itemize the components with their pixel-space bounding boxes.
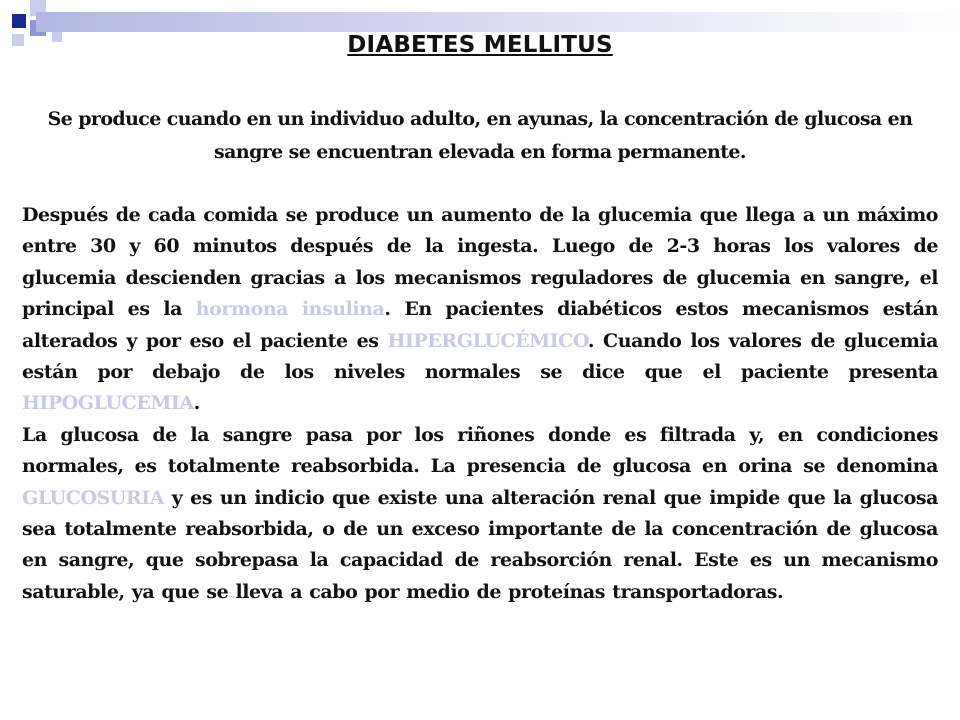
- paragraph-glycemia: [22, 200, 938, 420]
- paragraph-glucosuria: [22, 420, 938, 608]
- highlighted-term: HIPERGLUCÉMICO: [387, 329, 588, 352]
- slide-title: DIABETES MELLITUS: [347, 32, 613, 58]
- paragraph-text: .: [193, 392, 200, 415]
- highlighted-term: HIPOGLUCEMIA: [22, 392, 194, 415]
- paragraph-text: La glucosa de la sangre pasa por los riñones donde es filtrada y, en condiciones normales, es totalmente reabsorbida. La presencia de glucosa en orina se denomina: [22, 423, 938, 478]
- paragraph-text: Después de cada comida se produce un aumento de la glucemia que llega a un máximo entre 30 y 60 minutos después de la ingesta. Luego de 2-3 horas los valores de glucemia descienden gracias a los mecanismos reguladores de glucemia en sangre, el principal es la: [22, 204, 938, 321]
- header-gradient-bar: [36, 12, 960, 32]
- body-text: [22, 200, 938, 608]
- highlighted-term: hormona insulina: [195, 298, 385, 321]
- paragraph-text: . Cuando los valores de glucemia están por debajo de los niveles normales se dice que el paciente presenta: [22, 329, 938, 384]
- paragraph-text: . En pacientes diabéticos estos mecanismos están alterados y por eso el paciente es: [22, 298, 939, 352]
- highlighted-term: GLUCOSURIA: [22, 486, 164, 509]
- paragraph-text: y es un indicio que existe una alteración renal que impide que la glucosa sea totalmente reabsorbida, o de un exceso importante de la concentración de glucosa en sangre, que sobrepasa la capacidad de reabsorción renal. Este es un mecanismo saturable, ya que se lleva a cabo por medio de proteínas transportadoras.: [22, 486, 938, 603]
- intro-text: Se produce cuando en un individuo adulto, en ayunas, la concentración de glucosa en sangre se encuentran elevada en forma permanente.: [47, 108, 913, 163]
- corner-square-dark: [12, 14, 26, 28]
